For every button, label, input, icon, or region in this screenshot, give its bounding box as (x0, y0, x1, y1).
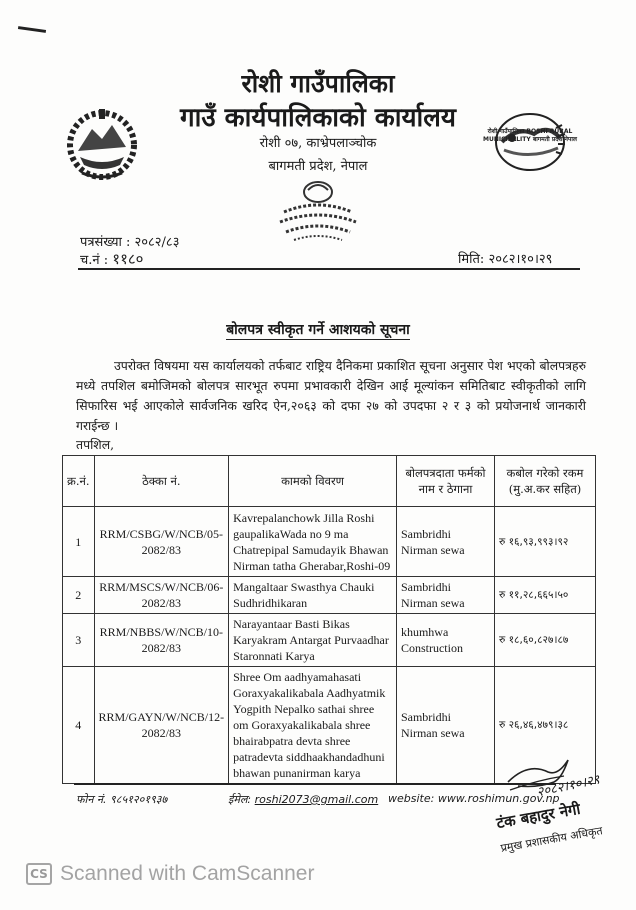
row-contract-no: RRM/GAYN/W/NCB/12-2082/83 (94, 667, 229, 784)
row-bidder: Sambridhi Nirman sewa (396, 577, 494, 614)
row-sn: 1 (63, 507, 95, 577)
municipality-title: रोशी गाउँपालिका (241, 69, 395, 98)
chalani-number (80, 249, 143, 269)
signer-name: टंक बहादुर नेगी (495, 799, 582, 833)
table-header-row (63, 456, 596, 507)
camscanner-logo-icon: CS (26, 863, 52, 885)
camscanner-watermark (26, 862, 314, 886)
footer-divider (74, 783, 556, 785)
notice-body: उपरोक्त विषयमा यस कार्यालयको तर्फबाट राष्ट्रिय दैनिकमा प्रकाशित सूचना अनुसार पेश भएको बोलपत्रहरु मध्ये तपशिल बमोजिमको बोलपत्र सारभूत रुपमा प्रभावकारी देखिन आई मूल्यांकन समितिबाट स्वीकृतीको लागि सिफारिस भई आएकोले सार्वजनिक खरिद ऐन,२०६३ को दफा २७ को उपदफा २ र ३ को प्रयोजनार्थ जानकारी गराईन्छ । (76, 358, 586, 433)
header-contract-no: ठेक्का नं. (94, 456, 229, 507)
footer-phone: फोन नं. ९८५१२०१९३७ (76, 793, 168, 806)
notice-subject (0, 320, 636, 339)
row-contract-no: RRM/NBBS/W/NCB/10-2082/83 (94, 614, 229, 667)
patra-sankhya (80, 232, 179, 250)
row-contract-no: RRM/MSCS/W/NCB/06-2082/83 (94, 577, 229, 614)
tapsil-label: तपशिल, (76, 437, 115, 452)
header-amount: कबोल गरेको रकम (मु.अ.कर सहित) (494, 456, 595, 507)
row-sn: 4 (63, 667, 95, 784)
header-divider (78, 268, 580, 270)
patra-sankhya-label: पत्रसंख्या : (80, 235, 131, 250)
row-sn: 3 (63, 614, 95, 667)
header-sn: क्र.नं. (63, 456, 95, 507)
row-contract-no: RRM/CSBG/W/NCB/05-2082/83 (94, 507, 229, 577)
row-description: Shree Om aadhyamahasati Goraxyakalikabala Aadhyatmik Yogpith Nepalko sathai shree om Goraxyakalikabala shree bhairabpatra devta shree patradevta siddhaakhandadhuni bhawan punanirman karya (229, 667, 397, 784)
table-row (63, 577, 596, 614)
row-description: Kavrepalanchowk Jilla Roshi gaupalikaWada no 9 ma Chatrepipal Samudayik Bhawan Nirman tatha Gherabar,Roshi-09 (229, 507, 397, 577)
chalani-value: ११८० (112, 250, 144, 268)
row-amount: रु ११,२८,६६५।५० (494, 577, 595, 614)
row-bidder: Sambridhi Nirman sewa (396, 507, 494, 577)
header-description: कामको विवरण (229, 456, 397, 507)
camscanner-text: Scanned with CamScanner (60, 862, 315, 885)
row-amount: रु २६,४६,४७९।३८ (494, 667, 595, 784)
header-bidder: बोलपत्रदाता फर्मको नाम र ठेगाना (396, 456, 494, 507)
notice-subject-text: बोलपत्र स्वीकृत गर्ने आशयको सूचना (226, 322, 410, 338)
bid-table (62, 455, 596, 784)
row-sn: 2 (63, 577, 95, 614)
row-bidder: Sambridhi Nirman sewa (396, 667, 494, 784)
footer-website[interactable]: website: www.roshimun.gov.np (388, 792, 560, 805)
patra-sankhya-value: २०८२/८३ (134, 235, 180, 250)
signer-role: प्रमुख प्रशासकीय अधिकृत (499, 824, 604, 855)
row-amount: रु १६,९३,९९३।९२ (494, 507, 595, 577)
letter-date (458, 249, 552, 267)
row-description: Mangaltaar Swasthya Chauki Sudhridhikaran (229, 577, 397, 614)
table-row (63, 614, 596, 667)
footer-email (228, 792, 378, 807)
row-description: Narayantaar Basti Bikas Karyakram Antargat Purvaadhar Staronnati Karya (229, 614, 397, 667)
scan-corner-mark (18, 26, 46, 33)
office-title: गाउँ कार्यपालिकाको कार्यालय (180, 103, 456, 133)
row-bidder: khumhwa Construction (396, 614, 494, 667)
row-amount: रु १८,६०,८२७।८७ (494, 614, 595, 667)
address-line-2: बागमती प्रदेश, नेपाल (268, 159, 368, 174)
date-value: २०८२।१०।२९ (488, 252, 553, 267)
email-label: ईमेल: (228, 793, 252, 806)
date-label: मिति: (458, 252, 485, 267)
signature-date: २०८२।१०।२९ (535, 772, 602, 801)
chalani-label: च.नं : (80, 253, 109, 268)
table-row (63, 507, 596, 577)
office-seal-stamp (268, 178, 368, 244)
roshi-logo-text: रोशी गाउँपालिका ROSHI RURAL MUNICIPALITY बागमती प्रदेश नेपाल (483, 128, 577, 143)
address-line-1: रोशी ०७, काभ्रेपलाञ्चोक (259, 136, 377, 151)
email-link[interactable]: roshi2073@gmail.com (254, 793, 379, 806)
